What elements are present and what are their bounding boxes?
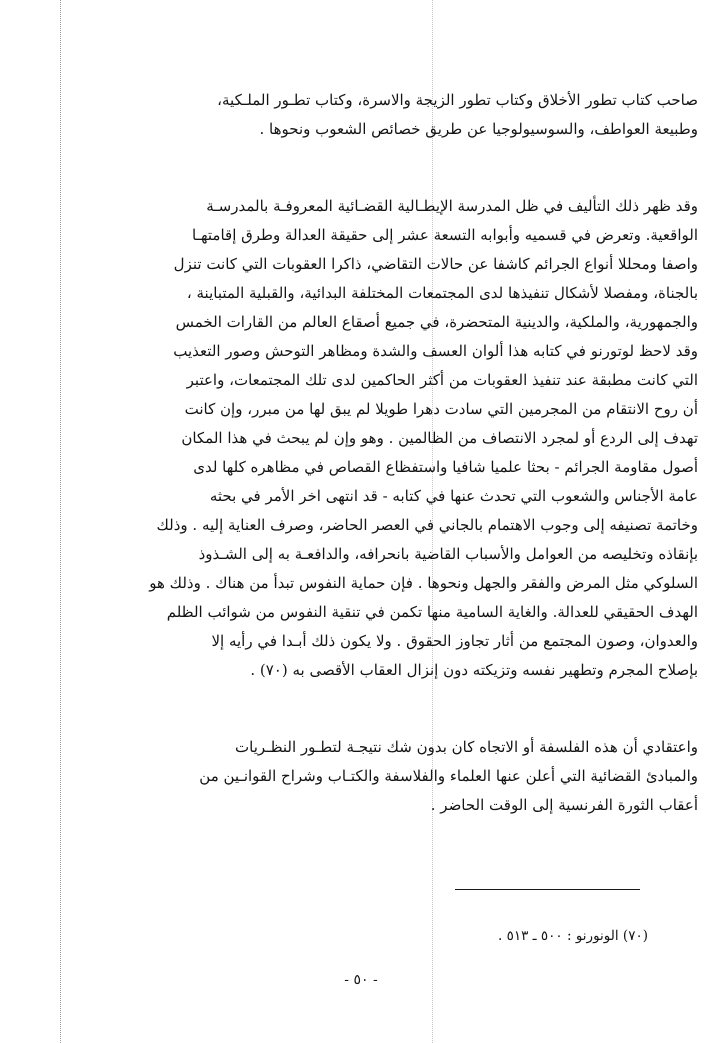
scan-edge-dotted-line (60, 0, 61, 1043)
text-line: أعقاب الثورة الفرنسية إلى الوقت الحاضر . (430, 796, 698, 814)
text-line: الواقعية. وتعرض في قسميه وأبوابه التسعة عشر إلى حقيقة العدالة وطرق إقامتهـا (192, 226, 698, 244)
text-line: وطبيعة العواطف، والسوسيولوجيا عن طريق خصائص الشعوب ونحوها . (259, 120, 698, 138)
paragraph-3 (86, 733, 698, 820)
paragraph-gap (86, 685, 698, 733)
body-text (86, 86, 698, 820)
text-line: بالجناة، ومفصلا لأشكال تنفيذها لدى المجتمعات المختلفة البدائية، والقبلية المتباينة ، (186, 284, 698, 302)
text-line: صاحب كتاب تطور الأخلاق وكتاب تطور الزيجة والاسرة، وكتاب تطـور الملـكية، (217, 91, 698, 109)
text-line: بإصلاح المجرم وتطهير نفسه وتزيكته دون إنزال العقاب الأقصى به (٧٠) . (250, 661, 698, 679)
text-line: واصفا ومحللا أنواع الجرائم كاشفا عن حالات التقاضي، ذاكرا العقوبات التي كانت تنزل (173, 255, 698, 273)
text-line: والمبادئ القضائية التي أعلن عنها العلماء والفلاسفة والكتـاب وشراح القوانـين من (199, 767, 698, 785)
text-line: أصول مقاومة الجرائم - بحثا علميا شافيا واستفظاع القصاص في مظاهره كلها لدى (193, 458, 698, 476)
paragraph-2 (86, 192, 698, 685)
footnote: (٧٠) الونورنو : ٥٠٠ ـ ٥١٣ . (498, 928, 648, 944)
text-line: والجمهورية، والملكية، والدينية المتحضرة، في جميع أصقاع العالم من القارات الخمس (175, 313, 698, 331)
paragraph-1 (86, 86, 698, 144)
text-line: وخاتمة تصنيفه إلى وجوب الاهتمام بالجاني في العصر الحاضر، وصرف العناية إليه . وذلك (156, 516, 698, 534)
paragraph-gap (86, 144, 698, 192)
text-line: عامة الأجناس والشعوب التي تحدث عنها في كتابه - قد انتهى اخر الأمر في بحثه (209, 487, 698, 505)
text-line: السلوكي مثل المرض والفقر والجهل ونحوها . فإن حماية النفوس تبدأ من هناك . وذلك هو (149, 574, 698, 592)
text-line: وقد لاحظ لوتورنو في كتابه هذا ألوان العسف والشدة ومظاهر التوحش وصور التعذيب (173, 342, 698, 360)
text-line: التي كانت مطبقة عند تنفيذ العقوبات من أكثر الحاكمين لدى تلك المجتمعات، واعتبر (186, 371, 698, 389)
text-line: أن روح الانتقام من المجرمين التي سادت دهرا طويلا لم يبق لها من مبرر، وإن كانت (184, 400, 698, 418)
text-line: واعتقادي أن هذه الفلسفة أو الاتجاه كان بدون شك نتيجـة لتطـور النظـريات (235, 738, 698, 756)
footnote-separator (455, 889, 640, 890)
text-line: الهدف الحقيقي للعدالة. والغاية السامية منها تكمن في تنقية النفوس من شوائب الظلم (166, 603, 698, 621)
page-number: - ٥٠ - (344, 972, 378, 988)
text-line: تهدف إلى الردع أو لمجرد الانتصاف من الظالمين . وهو وإن لم يبحث في هذا المكان (181, 429, 698, 447)
text-line: وقد ظهر ذلك التأليف في ظل المدرسة الإيطـالية القضـائية المعروفـة بالمدرسـة (206, 197, 698, 215)
text-line: والعدوان، وصون المجتمع من أثار تجاوز الحقوق . ولا يكون ذلك أبـدا في رأيه إلا (211, 632, 698, 650)
text-line: بإنقاذه وتخليصه من العوامل والأسباب القاضية بانحرافه، والدافعـة به إلى الشـذوذ (198, 545, 698, 563)
